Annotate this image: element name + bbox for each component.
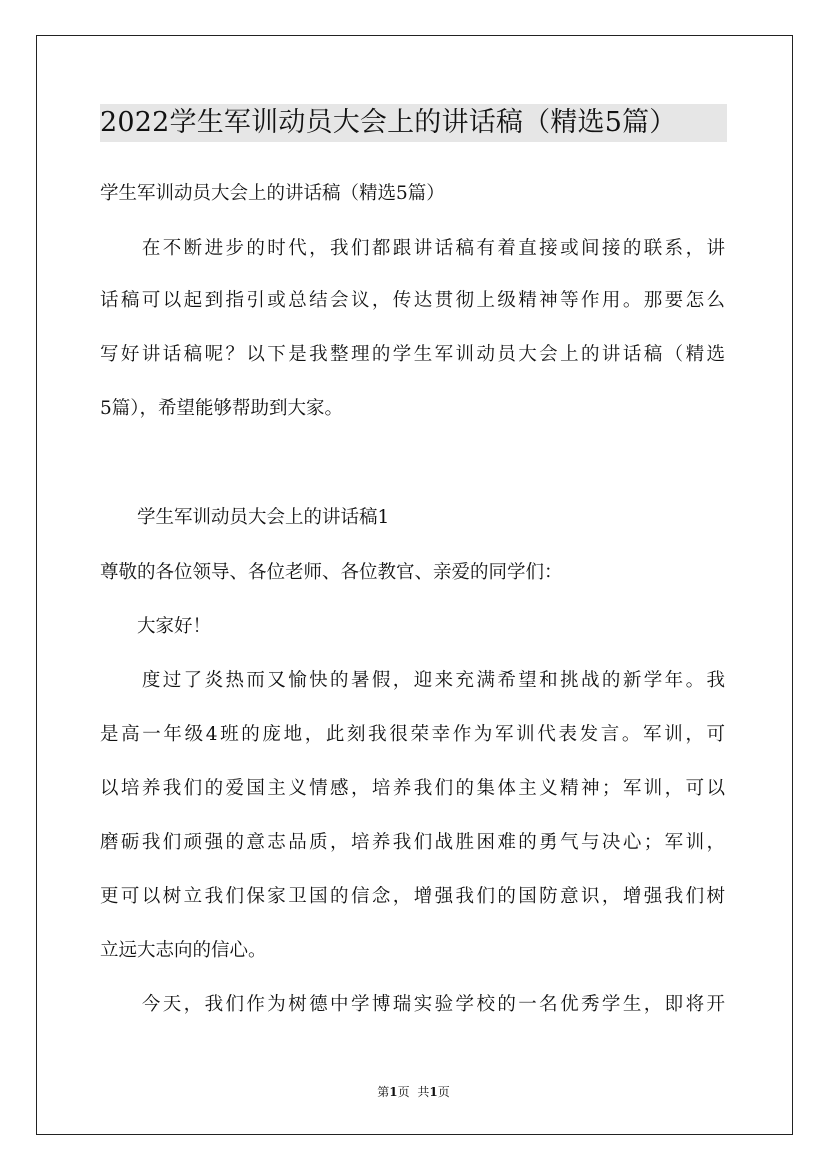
paragraph-line: 磨砺我们顽强的意志品质，培养我们战胜困难的勇气与决心；军训， <box>100 832 725 853</box>
intro-line: 5篇），希望能够帮助到大家。 <box>100 398 344 419</box>
paragraph-line: 度过了炎热而又愉快的暑假，迎来充满希望和挑战的新学年。我 <box>100 670 725 691</box>
paragraph-line: 更可以树立我们保家卫国的信念，增强我们的国防意识，增强我们树 <box>100 886 725 907</box>
salutation: 尊敬的各位领导、各位老师、各位教官、亲爱的同学们： <box>100 562 563 583</box>
paragraph-line: 是高一年级4班的庞地，此刻我很荣幸作为军训代表发言。军训，可 <box>100 724 725 745</box>
intro-line: 话稿可以起到指引或总结会议，传达贯彻上级精神等作用。那要怎么 <box>100 290 725 311</box>
page-label-suffix: 页 <box>397 1085 410 1099</box>
intro-line: 写好讲话稿呢？以下是我整理的学生军训动员大会上的讲话稿（精选 <box>100 344 725 365</box>
total-label-suffix: 页 <box>437 1085 450 1099</box>
paragraph-line: 以培养我们的爱国主义情感，培养我们的集体主义精神；军训，可以 <box>100 778 725 799</box>
paragraph-line: 立远大志向的信心。 <box>100 940 267 961</box>
total-pages: 1 <box>429 1085 438 1099</box>
section-heading: 学生军训动员大会上的讲话稿1 <box>100 507 390 528</box>
page-footer <box>0 1084 827 1100</box>
page-number: 1 <box>389 1085 398 1099</box>
total-label-prefix: 共 <box>417 1085 430 1099</box>
document-title: 2022学生军训动员大会上的讲话稿（精选5篇） <box>100 104 727 142</box>
document-subtitle: 学生军训动员大会上的讲话稿（精选5篇） <box>100 183 445 204</box>
intro-line: 在不断进步的时代，我们都跟讲话稿有着直接或间接的联系，讲 <box>100 238 725 259</box>
page-label-prefix: 第 <box>377 1085 390 1099</box>
paragraph-line: 今天，我们作为树德中学博瑞实验学校的一名优秀学生，即将开 <box>100 994 725 1015</box>
greeting: 大家好！ <box>100 616 212 637</box>
